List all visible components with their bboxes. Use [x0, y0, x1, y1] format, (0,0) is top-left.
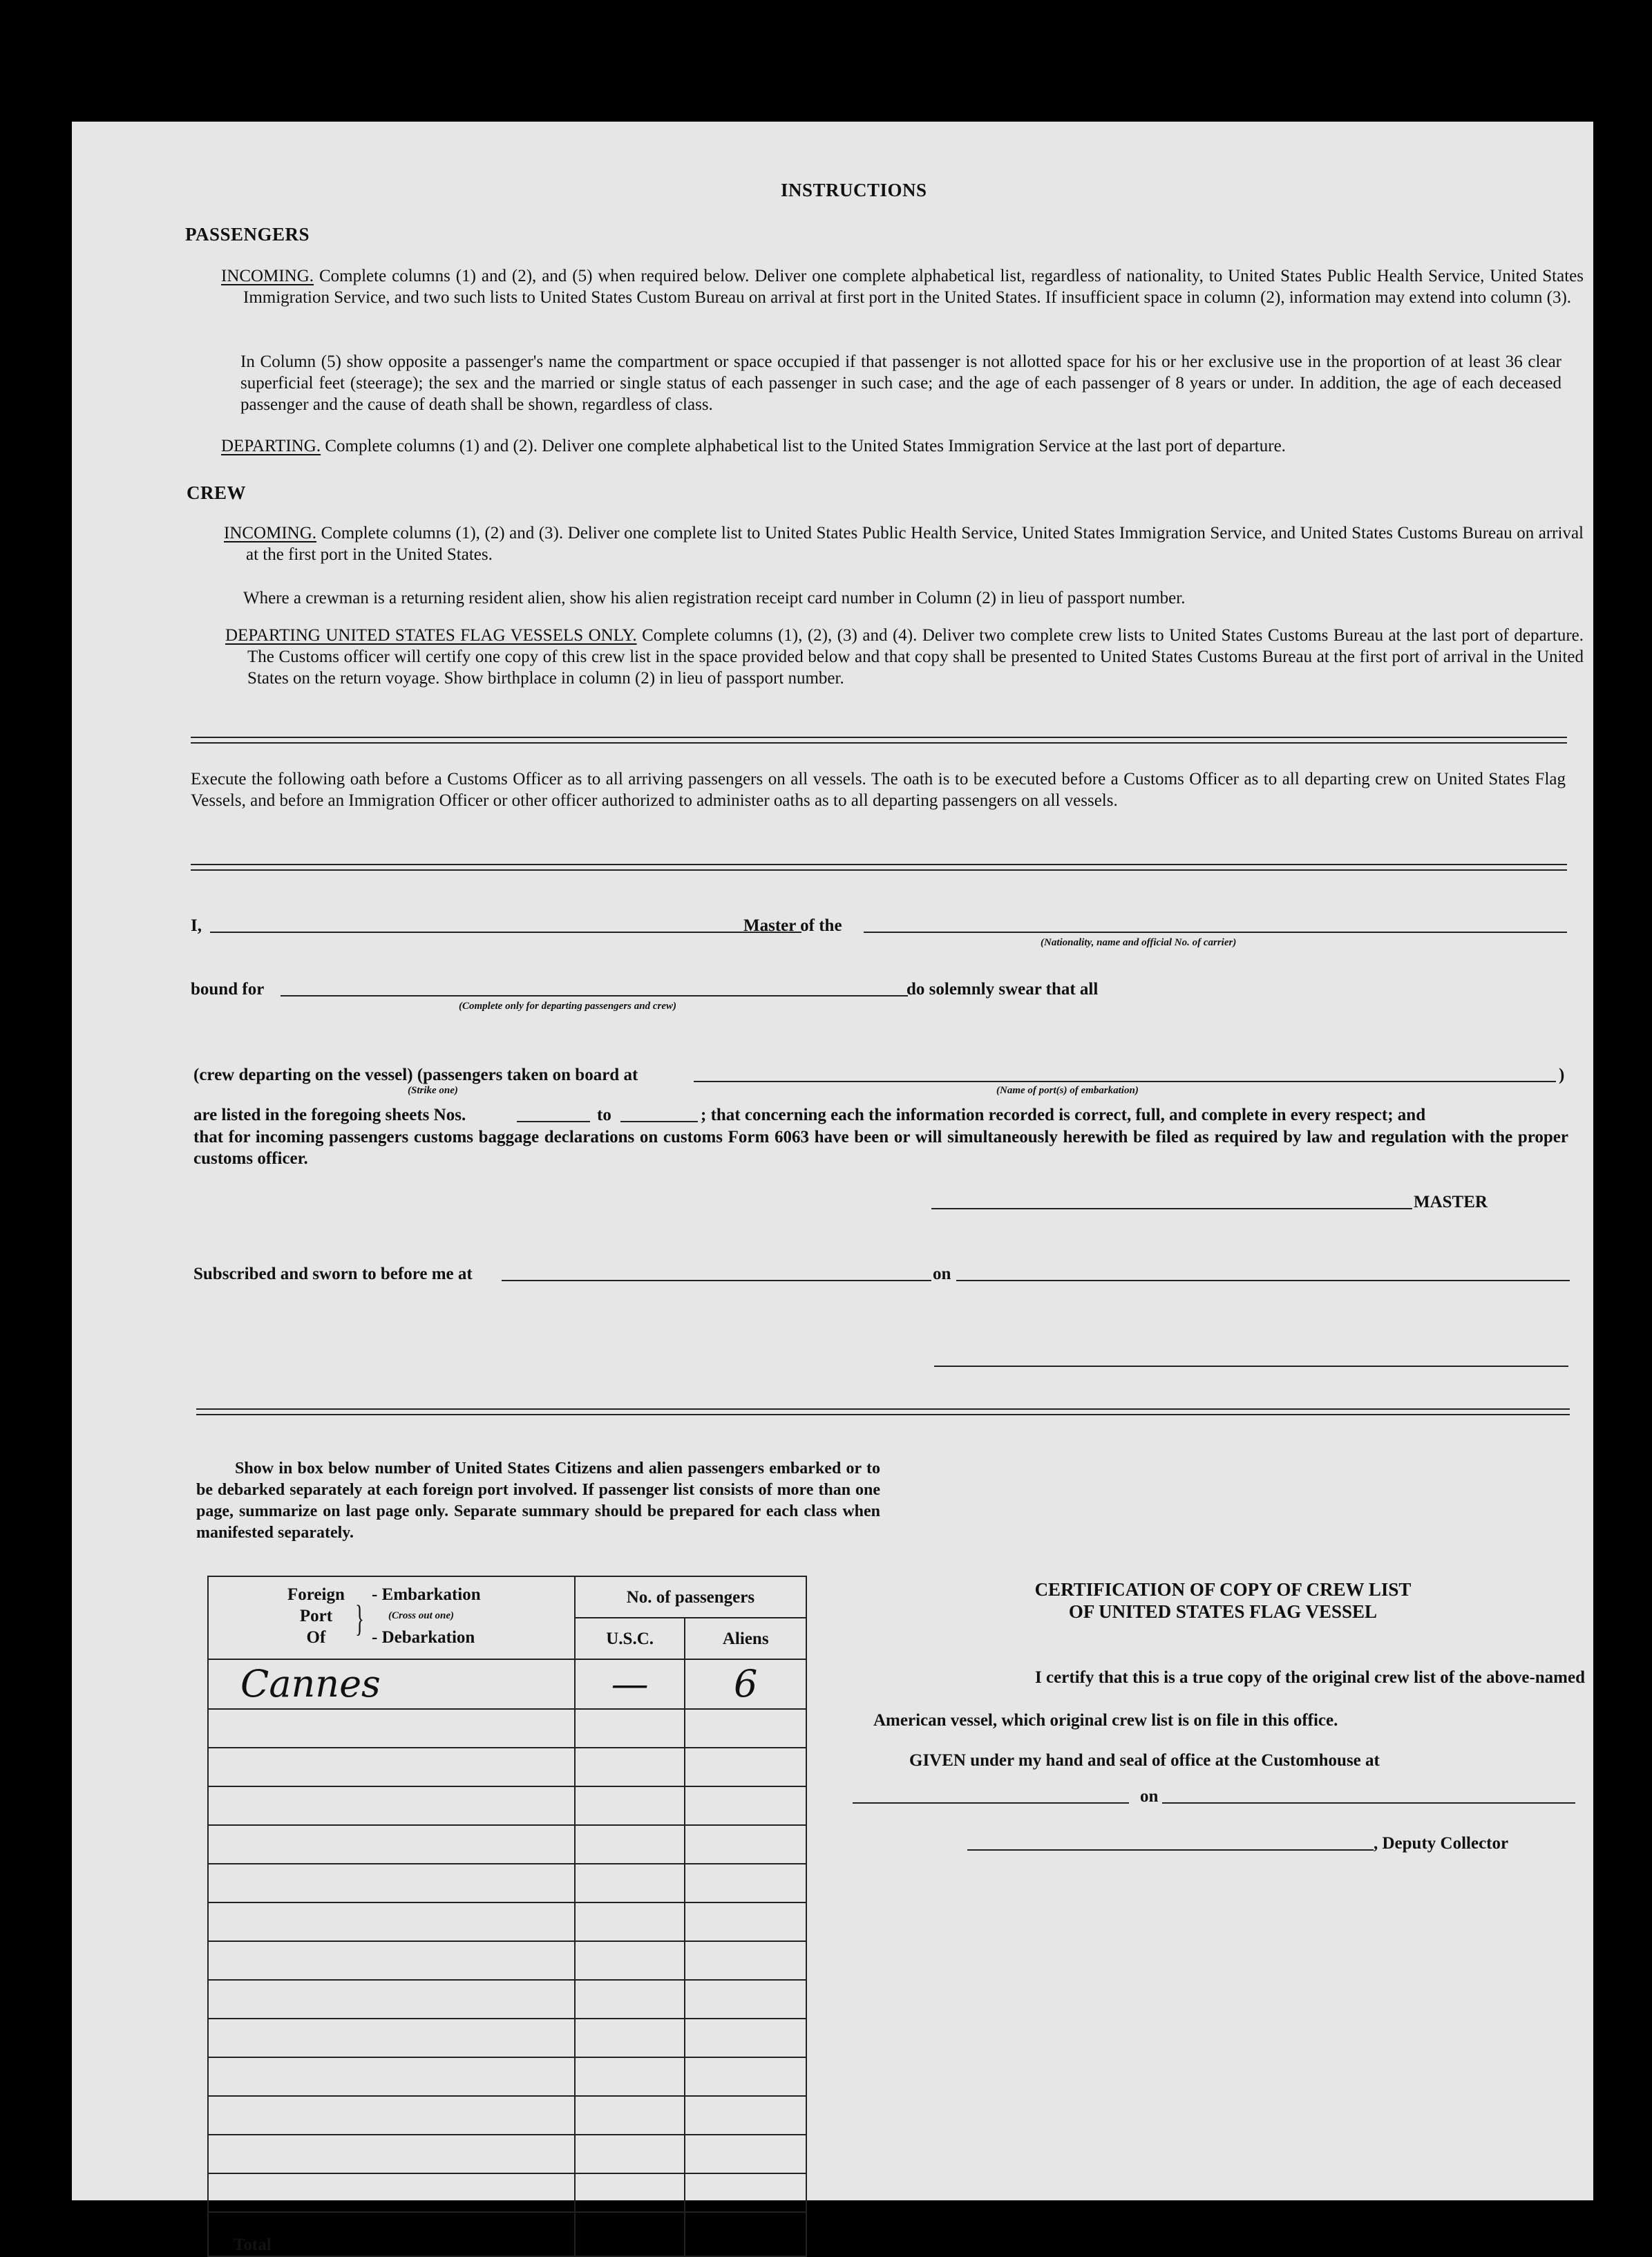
- master-label: MASTER: [1414, 1193, 1488, 1211]
- usc-cell[interactable]: [575, 2135, 685, 2173]
- summary-instructions: Show in box below number of United States Citizens and alien passengers embarked or to be debarked separately at each foreign port involved. If passenger list consists of more than one page, summarize on last page only. Separate summary should be prepared for each class when manifested separately.: [196, 1460, 880, 1542]
- port-cell[interactable]: Cannes: [208, 1659, 575, 1709]
- table-row: [208, 1941, 806, 1980]
- passengers-incoming-paragraph: [221, 265, 1584, 308]
- embarkation-label: - Embarkation: [372, 1585, 481, 1604]
- passengers-taken-text: (passengers taken on board at: [417, 1066, 638, 1084]
- passengers-incoming-label: INCOMING.: [221, 267, 314, 285]
- aliens-cell[interactable]: [685, 1864, 806, 1902]
- total-row: [208, 2212, 806, 2256]
- passengers-departing-text: Complete columns (1) and (2). Deliver one complete alphabetical list to the United States Immigration Service at the last port of departure.: [325, 437, 1286, 455]
- usc-cell[interactable]: [575, 2057, 685, 2096]
- usc-cell[interactable]: [575, 2096, 685, 2135]
- aliens-cell[interactable]: [685, 2173, 806, 2212]
- port-cell[interactable]: [208, 2135, 575, 2173]
- table-row: [208, 2019, 806, 2057]
- form-page: [72, 122, 1593, 2254]
- crew-departing-strike-text: (crew departing on the vessel): [193, 1066, 413, 1084]
- port-cell[interactable]: [208, 2019, 575, 2057]
- table-row: [208, 1980, 806, 2019]
- table-row: [208, 1902, 806, 1941]
- table-row: [208, 1825, 806, 1864]
- to-label: to: [597, 1106, 611, 1124]
- oath-intro: Execute the following oath before a Customs Officer as to all arriving passengers on all vessels. The oath is to be executed before a Customs Officer as to all departing crew on United States Flag Vessels, and before an Immigration Officer or other officer authorized to administer oaths as to all departing passengers on all vessels.: [191, 770, 1566, 810]
- table-row: [208, 1748, 806, 1786]
- swear-label: do solemnly swear that all: [906, 980, 1099, 999]
- table-row: [208, 1659, 806, 1709]
- crew-alien-paragraph: Where a crewman is a returning resident alien, show his alien registration receipt card number in Column (2) in lieu of passport number.: [243, 589, 1186, 607]
- table-row: [208, 2135, 806, 2173]
- total-aliens-cell[interactable]: [685, 2212, 806, 2256]
- table-row: [208, 1864, 806, 1902]
- divider-2: [191, 864, 1567, 871]
- passenger-summary-table: [207, 1576, 807, 2257]
- aliens-cell[interactable]: [685, 1748, 806, 1786]
- master-signature-line[interactable]: [931, 1208, 1412, 1209]
- crew-incoming-label: INCOMING.: [224, 524, 317, 542]
- master-name-line[interactable]: [210, 932, 801, 933]
- passengers-departing-paragraph: [221, 435, 1561, 457]
- instructions-title: INSTRUCTIONS: [781, 180, 927, 200]
- port-cell[interactable]: [208, 2173, 575, 2212]
- port-cell[interactable]: [208, 1902, 575, 1941]
- passengers-incoming-text: Complete columns (1) and (2), and (5) when required below. Deliver one complete alphabetical list, regardless of nationality, to United States Public Health Service, United States Immigration Service, and two such lists to United States Custom Bureau on arrival at first port in the United States. If insufficient space in column (2), information may extend into column (3).: [243, 267, 1584, 307]
- sworn-on-label: on: [933, 1265, 951, 1283]
- port-cell[interactable]: [208, 1864, 575, 1902]
- usc-cell[interactable]: [575, 1902, 685, 1941]
- table-row: [208, 1786, 806, 1825]
- divider-3: [196, 1408, 1570, 1415]
- usc-cell[interactable]: [575, 2173, 685, 2212]
- sheet-to-line[interactable]: [620, 1121, 698, 1122]
- crew-incoming-text: Complete columns (1), (2) and (3). Deliver one complete list to United States Public Health Service, United States Immigration Service, and United States Customs Bureau on arrival at the first port in the United States.: [246, 524, 1584, 564]
- baggage-text: that for incoming passengers customs baggage declarations on customs Form 6063 have been or will simultaneously herewith be filed as required by law and regulation with the proper customs officer.: [193, 1128, 1568, 1168]
- usc-cell[interactable]: [575, 1825, 685, 1864]
- certification-title: [877, 1578, 1568, 1623]
- given-paragraph: [909, 1750, 1380, 1771]
- port-cell[interactable]: [208, 1786, 575, 1825]
- aliens-cell[interactable]: [685, 1709, 806, 1748]
- port-label: Port: [299, 1607, 333, 1625]
- port-cell[interactable]: [208, 1980, 575, 2019]
- aliens-header: Aliens: [685, 1618, 806, 1659]
- usc-header: U.S.C.: [575, 1618, 685, 1659]
- strike-note: (Strike one): [408, 1085, 458, 1096]
- usc-cell[interactable]: [575, 1864, 685, 1902]
- customhouse-line[interactable]: [853, 1802, 1129, 1804]
- port-cell[interactable]: [208, 1825, 575, 1864]
- foreign-label: Foreign: [287, 1585, 345, 1604]
- deputy-signature-line[interactable]: [967, 1849, 1374, 1851]
- close-paren: ): [1559, 1066, 1565, 1084]
- divider-1: [191, 737, 1567, 744]
- oath-i-label: I,: [191, 916, 202, 935]
- brace-icon: }: [355, 1598, 364, 1639]
- master-of-label: Master of the: [743, 916, 842, 935]
- certification-date-line[interactable]: [1162, 1802, 1575, 1804]
- carrier-note: (Nationality, name and official No. of carrier): [1041, 937, 1237, 948]
- aliens-cell[interactable]: [685, 2096, 806, 2135]
- passengers-departing-label: DEPARTING.: [221, 437, 321, 455]
- total-label: Total: [208, 2212, 575, 2256]
- crew-departing-label: DEPARTING UNITED STATES FLAG VESSELS ONLY.: [225, 626, 637, 645]
- aliens-cell[interactable]: [685, 2057, 806, 2096]
- crew-incoming-paragraph: [224, 522, 1584, 565]
- certification-title-line1: CERTIFICATION OF COPY OF CREW LIST: [1034, 1579, 1412, 1600]
- certify-line2: American vessel, which original crew list is on file in this office.: [873, 1711, 1338, 1730]
- bound-for-label: bound for: [191, 980, 265, 999]
- listed-suffix: ; that concerning each the information recorded is correct, full, and complete in every respect; and: [701, 1106, 1426, 1124]
- subscribed-label: Subscribed and sworn to before me at: [193, 1265, 473, 1283]
- aliens-cell[interactable]: [685, 2019, 806, 2057]
- table-row: [208, 2096, 806, 2135]
- aliens-cell[interactable]: [685, 1941, 806, 1980]
- bound-for-line[interactable]: [281, 995, 908, 997]
- certify-line1: I certify that this is a true copy of the original crew list of the above-named: [1035, 1668, 1585, 1687]
- total-usc-cell[interactable]: [575, 2212, 685, 2256]
- table-row: [208, 2173, 806, 2212]
- sworn-place-line[interactable]: [502, 1280, 931, 1281]
- usc-cell[interactable]: —: [575, 1659, 685, 1709]
- given-text: under my hand and seal of office at the Customhouse at: [970, 1751, 1380, 1770]
- listed-prefix: are listed in the foregoing sheets Nos.: [193, 1106, 466, 1124]
- carrier-line[interactable]: [864, 932, 1567, 933]
- deputy-collector-label: , Deputy Collector: [1374, 1834, 1509, 1853]
- table-row: [208, 1709, 806, 1748]
- column5-paragraph: In Column (5) show opposite a passenger's name the compartment or space occupied if that passenger is not allotted space for his or her exclusive use in the proportion of at least 36 clear superficial feet (steerage); the sex and the married or single status of each passenger in such case; and the age of each passenger of 8 years or under. In addition, the age of each deceased passenger and the cause of death shall be shown, regardless of class.: [240, 352, 1561, 414]
- crew-departing-paragraph: [225, 625, 1584, 689]
- aliens-cell[interactable]: [685, 2135, 806, 2173]
- crew-departing-text: Complete columns (1), (2), (3) and (4). Deliver two complete crew lists to United States Customs Bureau at the last port of departure. The Customs officer will certify one copy of this crew list in the space provided below and that copy shall be presented to United States Customs Bureau at the first port of arrival in the United States on the return voyage. Show birthplace in column (2) in lieu of passport number.: [247, 626, 1584, 688]
- aliens-cell[interactable]: [685, 1980, 806, 2019]
- port-header-cell: [208, 1576, 575, 1659]
- given-label: GIVEN: [909, 1751, 966, 1770]
- sworn-date-line[interactable]: [956, 1280, 1570, 1281]
- crew-departing-option: [193, 1064, 638, 1086]
- aliens-cell[interactable]: [685, 1786, 806, 1825]
- usc-cell[interactable]: [575, 1980, 685, 2019]
- aliens-cell[interactable]: 6: [685, 1659, 806, 1709]
- certification-on-label: on: [1140, 1787, 1159, 1806]
- usc-cell[interactable]: [575, 2019, 685, 2057]
- usc-cell[interactable]: [575, 1709, 685, 1748]
- aliens-cell[interactable]: [685, 1902, 806, 1941]
- port-cell[interactable]: [208, 1748, 575, 1786]
- no-passengers-header: No. of passengers: [575, 1576, 806, 1618]
- usc-cell[interactable]: [575, 1786, 685, 1825]
- port-note: (Name of port(s) of embarkation): [996, 1085, 1139, 1096]
- debarkation-label: - Debarkation: [372, 1628, 475, 1647]
- table-row: [208, 2057, 806, 2096]
- port-cell[interactable]: [208, 1941, 575, 1980]
- officer-signature-line[interactable]: [934, 1366, 1568, 1367]
- embarkation-port-line[interactable]: [694, 1081, 1556, 1082]
- port-cell[interactable]: [208, 1709, 575, 1748]
- certification-title-line2: OF UNITED STATES FLAG VESSEL: [1068, 1601, 1378, 1622]
- cross-out-note: (Cross out one): [388, 1610, 455, 1621]
- usc-cell[interactable]: [575, 1748, 685, 1786]
- usc-cell[interactable]: [575, 1941, 685, 1980]
- port-cell[interactable]: [208, 2057, 575, 2096]
- passengers-heading: PASSENGERS: [185, 224, 310, 245]
- port-cell[interactable]: [208, 2096, 575, 2135]
- bound-note: (Complete only for departing passengers and crew): [459, 1001, 676, 1012]
- aliens-cell[interactable]: [685, 1825, 806, 1864]
- crew-heading: CREW: [187, 482, 247, 503]
- sheet-from-line[interactable]: [517, 1121, 590, 1122]
- of-label: Of: [306, 1628, 326, 1647]
